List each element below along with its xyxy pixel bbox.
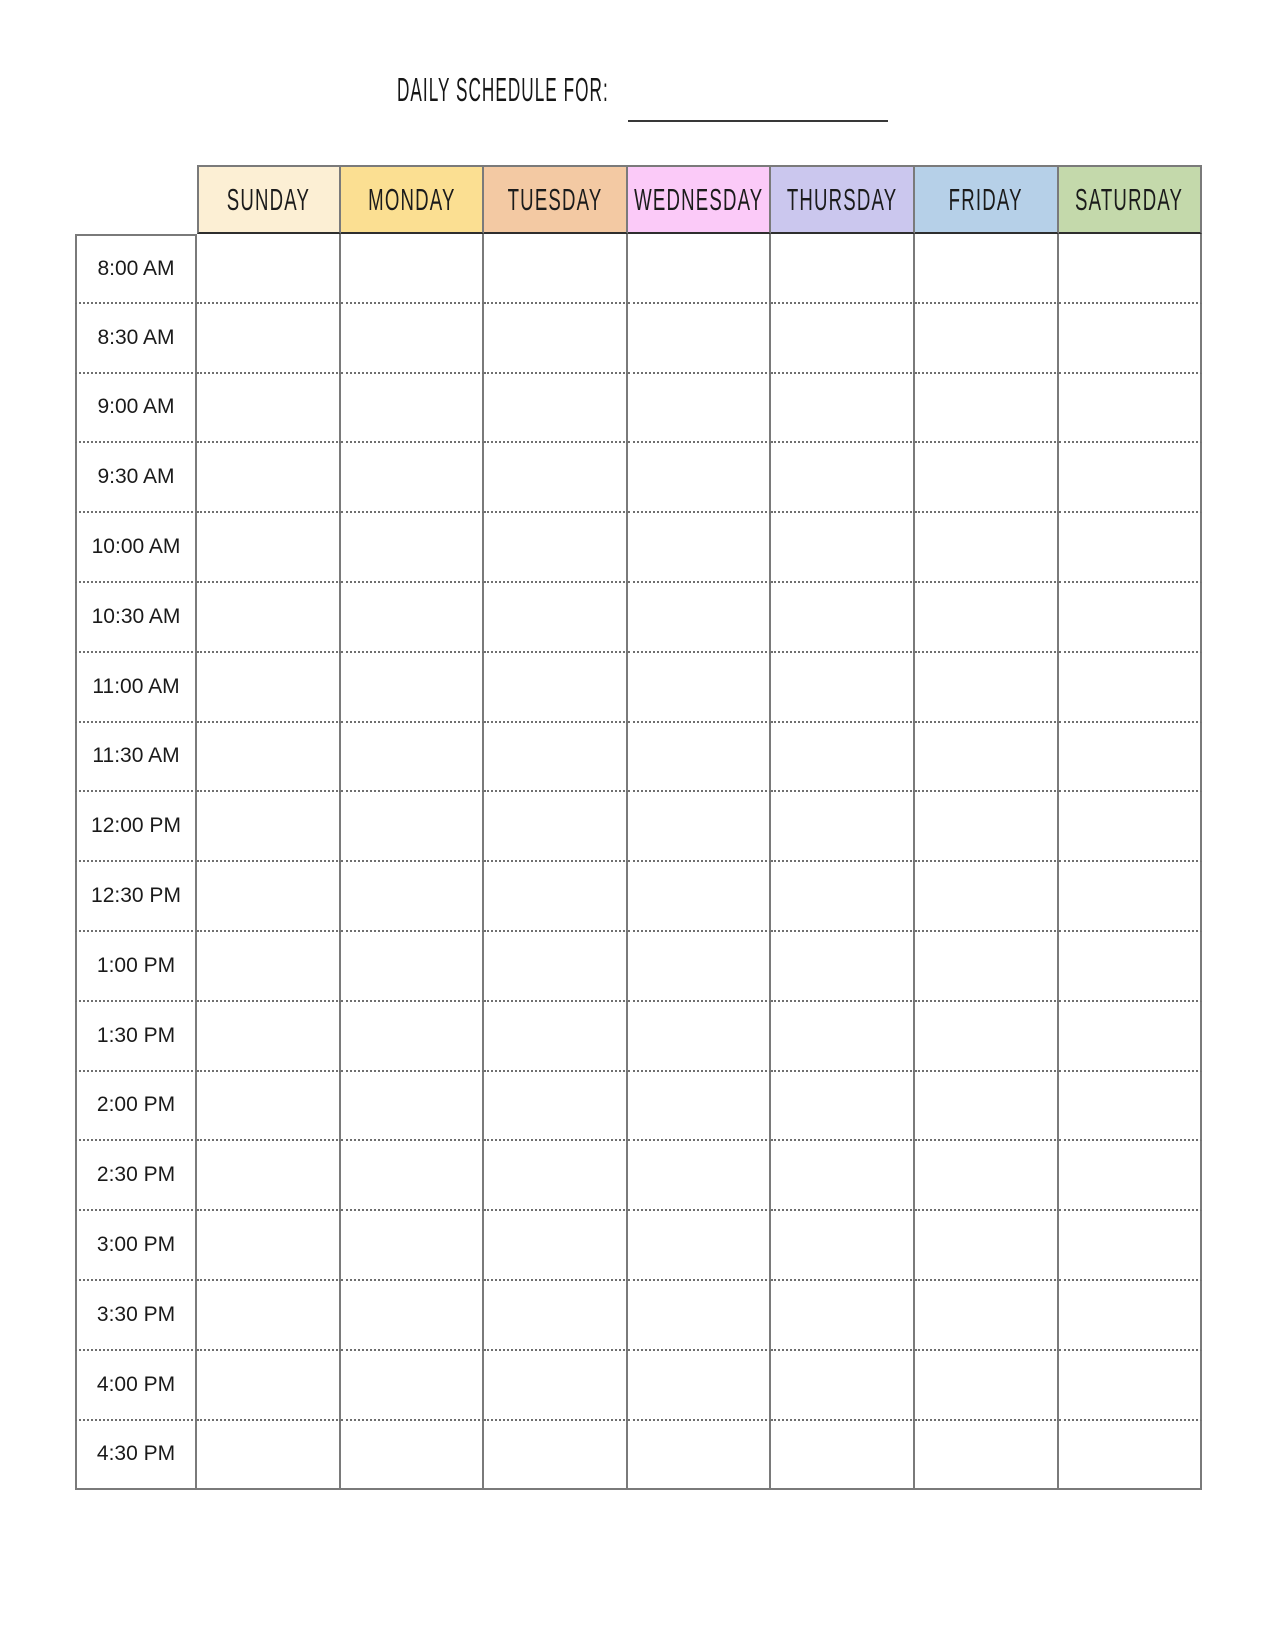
- schedule-cell-friday-8-00-am[interactable]: [915, 234, 1059, 304]
- schedule-cell-wednesday-4-30-pm[interactable]: [628, 1421, 772, 1491]
- day-header-label: MONDAY: [367, 181, 456, 217]
- schedule-cell-thursday-1-30-pm[interactable]: [771, 1002, 915, 1072]
- schedule-cell-thursday-3-00-pm[interactable]: [771, 1211, 915, 1281]
- schedule-cell-friday-9-00-am[interactable]: [915, 374, 1059, 444]
- time-label-text: 11:00 AM: [92, 674, 180, 698]
- time-label-8-00-am: [75, 234, 197, 304]
- schedule-cell-saturday-9-00-am[interactable]: [1059, 374, 1203, 444]
- schedule-cell-tuesday-4-30-pm[interactable]: [484, 1421, 628, 1491]
- schedule-cell-friday-12-00-pm[interactable]: [915, 792, 1059, 862]
- schedule-cell-wednesday-12-30-pm[interactable]: [628, 862, 772, 932]
- schedule-cell-friday-10-00-am[interactable]: [915, 513, 1059, 583]
- schedule-cell-friday-4-00-pm[interactable]: [915, 1351, 1059, 1421]
- schedule-cell-tuesday-2-30-pm[interactable]: [484, 1141, 628, 1211]
- schedule-cell-monday-10-00-am[interactable]: [341, 513, 485, 583]
- day-header-label: TUESDAY: [507, 181, 603, 217]
- schedule-cell-saturday-4-00-pm[interactable]: [1059, 1351, 1203, 1421]
- day-header-label: FRIDAY: [948, 181, 1023, 217]
- day-header-tuesday: [484, 165, 628, 234]
- schedule-cell-sunday-11-00-am[interactable]: [197, 653, 341, 723]
- schedule-cell-saturday-3-00-pm[interactable]: [1059, 1211, 1203, 1281]
- time-label-11-00-am: [75, 653, 197, 723]
- schedule-cell-tuesday-12-00-pm[interactable]: [484, 792, 628, 862]
- schedule-cell-monday-12-00-pm[interactable]: [341, 792, 485, 862]
- schedule-cell-thursday-10-00-am[interactable]: [771, 513, 915, 583]
- schedule-cell-saturday-12-30-pm[interactable]: [1059, 862, 1203, 932]
- schedule-cell-monday-11-00-am[interactable]: [341, 653, 485, 723]
- schedule-cell-thursday-9-00-am[interactable]: [771, 374, 915, 444]
- schedule-cell-thursday-9-30-am[interactable]: [771, 443, 915, 513]
- day-header-thursday: [771, 165, 915, 234]
- schedule-cell-thursday-8-00-am[interactable]: [771, 234, 915, 304]
- schedule-cell-sunday-8-30-am[interactable]: [197, 304, 341, 374]
- schedule-cell-wednesday-2-30-pm[interactable]: [628, 1141, 772, 1211]
- time-label-text: 1:00 PM: [96, 953, 176, 977]
- day-header-friday: [915, 165, 1059, 234]
- schedule-cell-sunday-3-00-pm[interactable]: [197, 1211, 341, 1281]
- schedule-cell-friday-2-00-pm[interactable]: [915, 1072, 1059, 1142]
- schedule-cell-saturday-3-30-pm[interactable]: [1059, 1281, 1203, 1351]
- time-label-11-30-am: [75, 723, 197, 793]
- schedule-cell-sunday-11-30-am[interactable]: [197, 723, 341, 793]
- schedule-cell-wednesday-3-00-pm[interactable]: [628, 1211, 772, 1281]
- schedule-cell-friday-1-00-pm[interactable]: [915, 932, 1059, 1002]
- schedule-cell-saturday-2-00-pm[interactable]: [1059, 1072, 1203, 1142]
- schedule-cell-friday-12-30-pm[interactable]: [915, 862, 1059, 932]
- schedule-cell-friday-8-30-am[interactable]: [915, 304, 1059, 374]
- schedule-cell-tuesday-2-00-pm[interactable]: [484, 1072, 628, 1142]
- schedule-cell-wednesday-1-00-pm[interactable]: [628, 932, 772, 1002]
- time-label-4-30-pm: [75, 1421, 197, 1491]
- schedule-cell-tuesday-3-00-pm[interactable]: [484, 1211, 628, 1281]
- schedule-cell-friday-1-30-pm[interactable]: [915, 1002, 1059, 1072]
- day-header-monday: [341, 165, 485, 234]
- schedule-cell-sunday-9-30-am[interactable]: [197, 443, 341, 513]
- schedule-cell-monday-2-30-pm[interactable]: [341, 1141, 485, 1211]
- schedule-cell-thursday-4-00-pm[interactable]: [771, 1351, 915, 1421]
- schedule-cell-sunday-3-30-pm[interactable]: [197, 1281, 341, 1351]
- schedule-cell-wednesday-11-00-am[interactable]: [628, 653, 772, 723]
- schedule-cell-monday-4-00-pm[interactable]: [341, 1351, 485, 1421]
- time-label-text: 1:30 PM: [96, 1023, 176, 1047]
- time-label-9-30-am: [75, 443, 197, 513]
- schedule-cell-sunday-9-00-am[interactable]: [197, 374, 341, 444]
- time-label-12-30-pm: [75, 862, 197, 932]
- schedule-cell-monday-3-30-pm[interactable]: [341, 1281, 485, 1351]
- schedule-cell-friday-3-30-pm[interactable]: [915, 1281, 1059, 1351]
- schedule-cell-friday-4-30-pm[interactable]: [915, 1421, 1059, 1491]
- schedule-cell-saturday-12-00-pm[interactable]: [1059, 792, 1203, 862]
- schedule-cell-thursday-12-00-pm[interactable]: [771, 792, 915, 862]
- schedule-cell-monday-8-00-am[interactable]: [341, 234, 485, 304]
- time-label-text: 9:00 AM: [97, 395, 175, 419]
- schedule-cell-tuesday-12-30-pm[interactable]: [484, 862, 628, 932]
- schedule-cell-tuesday-10-30-am[interactable]: [484, 583, 628, 653]
- time-label-4-00-pm: [75, 1351, 197, 1421]
- schedule-cell-monday-1-30-pm[interactable]: [341, 1002, 485, 1072]
- time-label-1-30-pm: [75, 1002, 197, 1072]
- schedule-cell-tuesday-11-30-am[interactable]: [484, 723, 628, 793]
- schedule-cell-wednesday-10-30-am[interactable]: [628, 583, 772, 653]
- schedule-cell-friday-2-30-pm[interactable]: [915, 1141, 1059, 1211]
- time-label-text: 2:00 PM: [96, 1093, 176, 1117]
- schedule-cell-monday-3-00-pm[interactable]: [341, 1211, 485, 1281]
- schedule-cell-monday-4-30-pm[interactable]: [341, 1421, 485, 1491]
- schedule-cell-monday-12-30-pm[interactable]: [341, 862, 485, 932]
- time-label-text: 9:30 AM: [97, 465, 175, 489]
- day-header-label: SATURDAY: [1075, 181, 1184, 217]
- schedule-cell-wednesday-12-00-pm[interactable]: [628, 792, 772, 862]
- schedule-cell-thursday-12-30-pm[interactable]: [771, 862, 915, 932]
- time-label-9-00-am: [75, 374, 197, 444]
- schedule-cell-tuesday-4-00-pm[interactable]: [484, 1351, 628, 1421]
- schedule-cell-tuesday-10-00-am[interactable]: [484, 513, 628, 583]
- time-label-3-30-pm: [75, 1281, 197, 1351]
- schedule-cell-wednesday-8-00-am[interactable]: [628, 234, 772, 304]
- schedule-cell-friday-10-30-am[interactable]: [915, 583, 1059, 653]
- schedule-cell-monday-1-00-pm[interactable]: [341, 932, 485, 1002]
- weekly-schedule-table: [75, 165, 1202, 1490]
- schedule-cell-wednesday-1-30-pm[interactable]: [628, 1002, 772, 1072]
- schedule-cell-sunday-4-30-pm[interactable]: [197, 1421, 341, 1491]
- schedule-cell-wednesday-9-00-am[interactable]: [628, 374, 772, 444]
- schedule-cell-thursday-2-00-pm[interactable]: [771, 1072, 915, 1142]
- schedule-cell-sunday-10-30-am[interactable]: [197, 583, 341, 653]
- schedule-cell-thursday-11-00-am[interactable]: [771, 653, 915, 723]
- time-label-text: 3:30 PM: [96, 1302, 176, 1326]
- schedule-cell-wednesday-3-30-pm[interactable]: [628, 1281, 772, 1351]
- schedule-cell-saturday-11-00-am[interactable]: [1059, 653, 1203, 723]
- page-title-text: DAILY SCHEDULE FOR:: [397, 71, 609, 108]
- day-header-sunday: [197, 165, 341, 234]
- schedule-cell-saturday-11-30-am[interactable]: [1059, 723, 1203, 793]
- schedule-cell-saturday-8-30-am[interactable]: [1059, 304, 1203, 374]
- time-label-2-30-pm: [75, 1141, 197, 1211]
- schedule-cell-monday-11-30-am[interactable]: [341, 723, 485, 793]
- schedule-cell-wednesday-9-30-am[interactable]: [628, 443, 772, 513]
- schedule-cell-saturday-1-00-pm[interactable]: [1059, 932, 1203, 1002]
- schedule-cell-saturday-10-00-am[interactable]: [1059, 513, 1203, 583]
- schedule-cell-saturday-2-30-pm[interactable]: [1059, 1141, 1203, 1211]
- time-label-text: 12:30 PM: [91, 884, 181, 908]
- time-label-text: 12:00 PM: [91, 814, 181, 838]
- schedule-cell-thursday-10-30-am[interactable]: [771, 583, 915, 653]
- schedule-cell-tuesday-8-00-am[interactable]: [484, 234, 628, 304]
- schedule-cell-tuesday-9-30-am[interactable]: [484, 443, 628, 513]
- time-label-3-00-pm: [75, 1211, 197, 1281]
- schedule-cell-sunday-8-00-am[interactable]: [197, 234, 341, 304]
- schedule-cell-sunday-4-00-pm[interactable]: [197, 1351, 341, 1421]
- schedule-cell-sunday-1-30-pm[interactable]: [197, 1002, 341, 1072]
- schedule-cell-thursday-4-30-pm[interactable]: [771, 1421, 915, 1491]
- schedule-cell-thursday-1-00-pm[interactable]: [771, 932, 915, 1002]
- schedule-cell-monday-10-30-am[interactable]: [341, 583, 485, 653]
- schedule-cell-saturday-8-00-am[interactable]: [1059, 234, 1203, 304]
- schedule-cell-tuesday-9-00-am[interactable]: [484, 374, 628, 444]
- schedule-cell-friday-9-30-am[interactable]: [915, 443, 1059, 513]
- schedule-cell-tuesday-3-30-pm[interactable]: [484, 1281, 628, 1351]
- schedule-cell-friday-3-00-pm[interactable]: [915, 1211, 1059, 1281]
- time-label-12-00-pm: [75, 792, 197, 862]
- schedule-cell-wednesday-11-30-am[interactable]: [628, 723, 772, 793]
- time-label-2-00-pm: [75, 1072, 197, 1142]
- day-header-label: SUNDAY: [227, 181, 311, 217]
- schedule-cell-saturday-10-30-am[interactable]: [1059, 583, 1203, 653]
- time-label-10-00-am: [75, 513, 197, 583]
- time-label-8-30-am: [75, 304, 197, 374]
- schedule-cell-monday-9-00-am[interactable]: [341, 374, 485, 444]
- schedule-cell-sunday-12-30-pm[interactable]: [197, 862, 341, 932]
- schedule-cell-saturday-1-30-pm[interactable]: [1059, 1002, 1203, 1072]
- schedule-cell-friday-11-30-am[interactable]: [915, 723, 1059, 793]
- time-label-text: 8:00 AM: [97, 256, 175, 280]
- schedule-cell-sunday-12-00-pm[interactable]: [197, 792, 341, 862]
- time-label-text: 4:00 PM: [96, 1372, 176, 1396]
- name-blank-line[interactable]: [628, 84, 888, 122]
- schedule-cell-thursday-2-30-pm[interactable]: [771, 1141, 915, 1211]
- schedule-cell-tuesday-1-30-pm[interactable]: [484, 1002, 628, 1072]
- schedule-cell-monday-8-30-am[interactable]: [341, 304, 485, 374]
- schedule-cell-tuesday-11-00-am[interactable]: [484, 653, 628, 723]
- schedule-cell-sunday-2-30-pm[interactable]: [197, 1141, 341, 1211]
- schedule-cell-friday-11-00-am[interactable]: [915, 653, 1059, 723]
- time-label-text: 10:30 AM: [91, 604, 181, 628]
- schedule-cell-thursday-8-30-am[interactable]: [771, 304, 915, 374]
- schedule-cell-sunday-1-00-pm[interactable]: [197, 932, 341, 1002]
- table-corner-spacer: [75, 165, 197, 234]
- schedule-cell-sunday-10-00-am[interactable]: [197, 513, 341, 583]
- time-label-text: 3:00 PM: [96, 1233, 176, 1257]
- time-label-text: 2:30 PM: [96, 1163, 176, 1187]
- time-label-1-00-pm: [75, 932, 197, 1002]
- schedule-cell-thursday-3-30-pm[interactable]: [771, 1281, 915, 1351]
- day-header-wednesday: [628, 165, 772, 234]
- schedule-cell-monday-2-00-pm[interactable]: [341, 1072, 485, 1142]
- schedule-cell-saturday-4-30-pm[interactable]: [1059, 1421, 1203, 1491]
- schedule-cell-monday-9-30-am[interactable]: [341, 443, 485, 513]
- schedule-cell-sunday-2-00-pm[interactable]: [197, 1072, 341, 1142]
- schedule-cell-tuesday-1-00-pm[interactable]: [484, 932, 628, 1002]
- schedule-cell-wednesday-10-00-am[interactable]: [628, 513, 772, 583]
- schedule-cell-wednesday-8-30-am[interactable]: [628, 304, 772, 374]
- schedule-cell-saturday-9-30-am[interactable]: [1059, 443, 1203, 513]
- day-header-label: THURSDAY: [786, 181, 898, 217]
- schedule-cell-tuesday-8-30-am[interactable]: [484, 304, 628, 374]
- schedule-cell-wednesday-2-00-pm[interactable]: [628, 1072, 772, 1142]
- time-label-text: 4:30 PM: [96, 1442, 176, 1466]
- time-label-text: 8:30 AM: [97, 325, 175, 349]
- time-label-text: 10:00 AM: [91, 535, 181, 559]
- day-header-saturday: [1059, 165, 1203, 234]
- schedule-cell-thursday-11-30-am[interactable]: [771, 723, 915, 793]
- time-label-10-30-am: [75, 583, 197, 653]
- day-header-label: WEDNESDAY: [633, 181, 764, 217]
- schedule-cell-wednesday-4-00-pm[interactable]: [628, 1351, 772, 1421]
- time-label-text: 11:30 AM: [92, 744, 180, 768]
